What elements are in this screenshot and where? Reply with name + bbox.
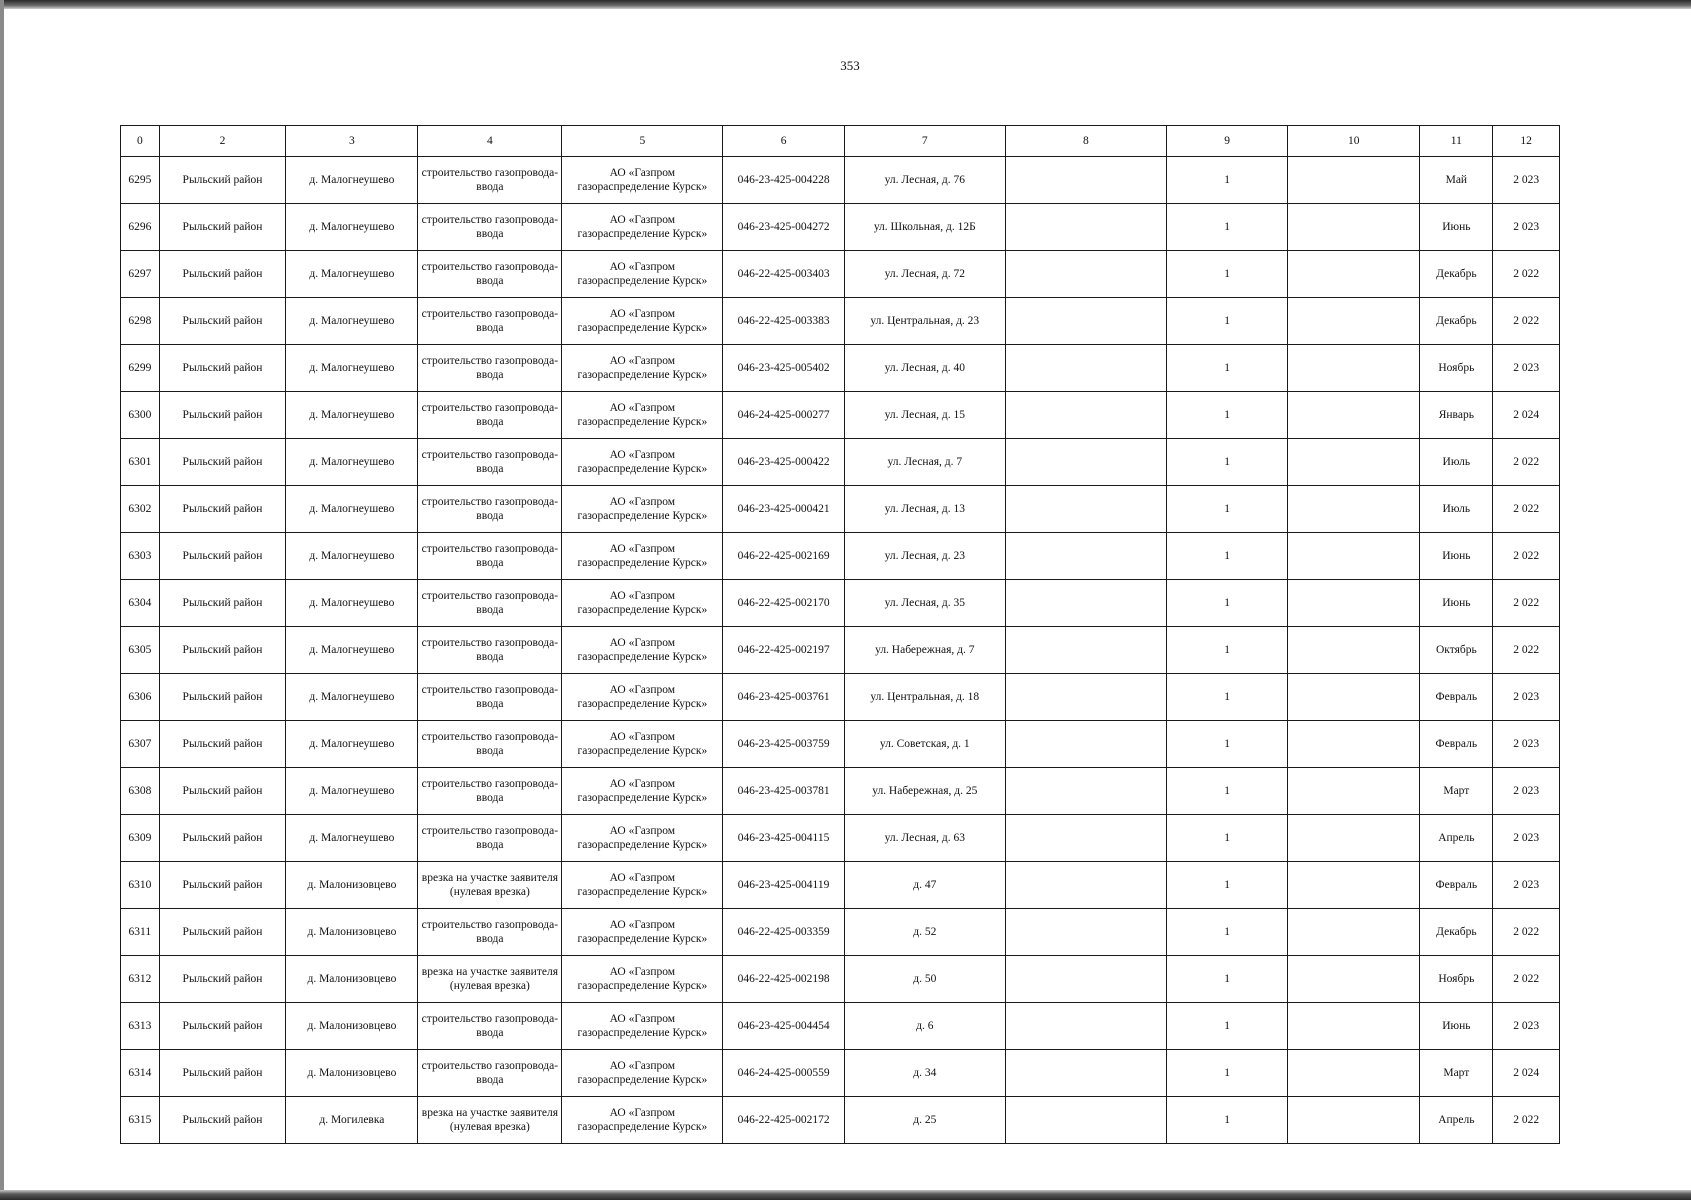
col8-cell xyxy=(1005,815,1166,862)
table-row xyxy=(121,392,1560,439)
table-row xyxy=(121,157,1560,204)
year-cell: 2 023 xyxy=(1493,862,1560,909)
scan-edge-left xyxy=(0,0,4,1200)
code-cell: 046-23-425-004119 xyxy=(723,862,844,909)
organization-cell: АО «Газпром газораспределение Курск» xyxy=(562,909,723,956)
month-cell: Март xyxy=(1420,1050,1493,1097)
locality-cell: д. Малонизовцево xyxy=(286,1050,418,1097)
year-cell: 2 023 xyxy=(1493,674,1560,721)
col8-cell xyxy=(1005,439,1166,486)
col10-cell xyxy=(1288,345,1420,392)
year-cell: 2 022 xyxy=(1493,1097,1560,1144)
row-number: 6305 xyxy=(121,627,160,674)
year-cell: 2 022 xyxy=(1493,439,1560,486)
year-cell: 2 023 xyxy=(1493,345,1560,392)
col10-cell xyxy=(1288,627,1420,674)
code-cell: 046-23-425-000421 xyxy=(723,486,844,533)
col10-cell xyxy=(1288,157,1420,204)
code-cell: 046-23-425-005402 xyxy=(723,345,844,392)
organization-cell: АО «Газпром газораспределение Курск» xyxy=(562,1003,723,1050)
code-cell: 046-22-425-002198 xyxy=(723,956,844,1003)
col8-cell xyxy=(1005,392,1166,439)
code-cell: 046-23-425-000422 xyxy=(723,439,844,486)
col10-cell xyxy=(1288,1050,1420,1097)
month-cell: Декабрь xyxy=(1420,298,1493,345)
year-cell: 2 023 xyxy=(1493,721,1560,768)
year-cell: 2 023 xyxy=(1493,768,1560,815)
page-number: 353 xyxy=(840,58,860,73)
year-cell: 2 023 xyxy=(1493,157,1560,204)
organization-cell: АО «Газпром газораспределение Курск» xyxy=(562,251,723,298)
year-cell: 2 023 xyxy=(1493,204,1560,251)
district-cell: Рыльский район xyxy=(159,1097,286,1144)
code-cell: 046-22-425-002197 xyxy=(723,627,844,674)
row-number: 6314 xyxy=(121,1050,160,1097)
col8-cell xyxy=(1005,157,1166,204)
col8-cell xyxy=(1005,345,1166,392)
col8-cell xyxy=(1005,486,1166,533)
row-number: 6309 xyxy=(121,815,160,862)
col10-cell xyxy=(1288,909,1420,956)
district-cell: Рыльский район xyxy=(159,533,286,580)
col9-cell: 1 xyxy=(1166,204,1287,251)
row-number: 6301 xyxy=(121,439,160,486)
col9-cell: 1 xyxy=(1166,533,1287,580)
table-row xyxy=(121,439,1560,486)
organization-cell: АО «Газпром газораспределение Курск» xyxy=(562,392,723,439)
col9-cell: 1 xyxy=(1166,956,1287,1003)
table-row xyxy=(121,580,1560,627)
month-cell: Февраль xyxy=(1420,721,1493,768)
address-cell: ул. Центральная, д. 18 xyxy=(844,674,1005,721)
code-cell: 046-24-425-000559 xyxy=(723,1050,844,1097)
district-cell: Рыльский район xyxy=(159,392,286,439)
column-header-11: 11 xyxy=(1420,126,1493,157)
district-cell: Рыльский район xyxy=(159,627,286,674)
year-cell: 2 022 xyxy=(1493,580,1560,627)
code-cell: 046-22-425-002172 xyxy=(723,1097,844,1144)
code-cell: 046-22-425-003359 xyxy=(723,909,844,956)
table-row xyxy=(121,1097,1560,1144)
address-cell: ул. Набережная, д. 7 xyxy=(844,627,1005,674)
column-header-0: 0 xyxy=(121,126,160,157)
col9-cell: 1 xyxy=(1166,1003,1287,1050)
year-cell: 2 024 xyxy=(1493,392,1560,439)
month-cell: Апрель xyxy=(1420,1097,1493,1144)
col10-cell xyxy=(1288,439,1420,486)
col8-cell xyxy=(1005,909,1166,956)
row-number: 6297 xyxy=(121,251,160,298)
organization-cell: АО «Газпром газораспределение Курск» xyxy=(562,439,723,486)
row-number: 6307 xyxy=(121,721,160,768)
work-type-cell: строительство газопровода-ввода xyxy=(418,909,562,956)
address-cell: ул. Центральная, д. 23 xyxy=(844,298,1005,345)
column-header-4: 4 xyxy=(418,126,562,157)
col10-cell xyxy=(1288,1003,1420,1050)
col10-cell xyxy=(1288,392,1420,439)
month-cell: Июль xyxy=(1420,439,1493,486)
col8-cell xyxy=(1005,204,1166,251)
address-cell: ул. Лесная, д. 63 xyxy=(844,815,1005,862)
row-number: 6308 xyxy=(121,768,160,815)
col9-cell: 1 xyxy=(1166,1050,1287,1097)
row-number: 6300 xyxy=(121,392,160,439)
code-cell: 046-23-425-004272 xyxy=(723,204,844,251)
table-row xyxy=(121,956,1560,1003)
col10-cell xyxy=(1288,1097,1420,1144)
organization-cell: АО «Газпром газораспределение Курск» xyxy=(562,674,723,721)
address-cell: ул. Лесная, д. 7 xyxy=(844,439,1005,486)
column-header-7: 7 xyxy=(844,126,1005,157)
row-number: 6310 xyxy=(121,862,160,909)
month-cell: Март xyxy=(1420,768,1493,815)
row-number: 6306 xyxy=(121,674,160,721)
district-cell: Рыльский район xyxy=(159,956,286,1003)
col9-cell: 1 xyxy=(1166,251,1287,298)
month-cell: Декабрь xyxy=(1420,909,1493,956)
district-cell: Рыльский район xyxy=(159,768,286,815)
locality-cell: д. Малогнеушево xyxy=(286,204,418,251)
row-number: 6302 xyxy=(121,486,160,533)
month-cell: Октябрь xyxy=(1420,627,1493,674)
table-row xyxy=(121,1050,1560,1097)
district-cell: Рыльский район xyxy=(159,862,286,909)
district-cell: Рыльский район xyxy=(159,1050,286,1097)
col8-cell xyxy=(1005,862,1166,909)
address-cell: д. 6 xyxy=(844,1003,1005,1050)
row-number: 6296 xyxy=(121,204,160,251)
locality-cell: д. Малогнеушево xyxy=(286,815,418,862)
work-type-cell: строительство газопровода-ввода xyxy=(418,533,562,580)
column-header-12: 12 xyxy=(1493,126,1560,157)
code-cell: 046-23-425-003781 xyxy=(723,768,844,815)
col8-cell xyxy=(1005,627,1166,674)
address-cell: ул. Лесная, д. 13 xyxy=(844,486,1005,533)
district-cell: Рыльский район xyxy=(159,439,286,486)
col8-cell xyxy=(1005,768,1166,815)
year-cell: 2 022 xyxy=(1493,909,1560,956)
col8-cell xyxy=(1005,298,1166,345)
col10-cell xyxy=(1288,533,1420,580)
col8-cell xyxy=(1005,721,1166,768)
table-row xyxy=(121,862,1560,909)
col8-cell xyxy=(1005,1050,1166,1097)
year-cell: 2 024 xyxy=(1493,1050,1560,1097)
district-cell: Рыльский район xyxy=(159,157,286,204)
code-cell: 046-22-425-003403 xyxy=(723,251,844,298)
locality-cell: д. Малогнеушево xyxy=(286,298,418,345)
locality-cell: д. Малогнеушево xyxy=(286,721,418,768)
year-cell: 2 023 xyxy=(1493,1003,1560,1050)
work-type-cell: строительство газопровода-ввода xyxy=(418,392,562,439)
district-cell: Рыльский район xyxy=(159,345,286,392)
col8-cell xyxy=(1005,674,1166,721)
code-cell: 046-23-425-004115 xyxy=(723,815,844,862)
work-type-cell: строительство газопровода-ввода xyxy=(418,627,562,674)
col9-cell: 1 xyxy=(1166,674,1287,721)
locality-cell: д. Малонизовцево xyxy=(286,909,418,956)
table-row xyxy=(121,345,1560,392)
work-type-cell: строительство газопровода-ввода xyxy=(418,768,562,815)
table-row xyxy=(121,298,1560,345)
locality-cell: д. Малогнеушево xyxy=(286,580,418,627)
address-cell: ул. Лесная, д. 15 xyxy=(844,392,1005,439)
year-cell: 2 022 xyxy=(1493,533,1560,580)
code-cell: 046-23-425-003761 xyxy=(723,674,844,721)
col9-cell: 1 xyxy=(1166,392,1287,439)
month-cell: Июль xyxy=(1420,486,1493,533)
address-cell: ул. Лесная, д. 23 xyxy=(844,533,1005,580)
table-row xyxy=(121,486,1560,533)
table-row xyxy=(121,533,1560,580)
organization-cell: АО «Газпром газораспределение Курск» xyxy=(562,345,723,392)
month-cell: Июнь xyxy=(1420,1003,1493,1050)
locality-cell: д. Малогнеушево xyxy=(286,533,418,580)
year-cell: 2 022 xyxy=(1493,298,1560,345)
locality-cell: д. Малонизовцево xyxy=(286,862,418,909)
district-cell: Рыльский район xyxy=(159,721,286,768)
locality-cell: д. Малогнеушево xyxy=(286,768,418,815)
row-number: 6312 xyxy=(121,956,160,1003)
district-cell: Рыльский район xyxy=(159,298,286,345)
organization-cell: АО «Газпром газораспределение Курск» xyxy=(562,815,723,862)
col9-cell: 1 xyxy=(1166,815,1287,862)
row-number: 6315 xyxy=(121,1097,160,1144)
address-cell: д. 50 xyxy=(844,956,1005,1003)
organization-cell: АО «Газпром газораспределение Курск» xyxy=(562,862,723,909)
col8-cell xyxy=(1005,1097,1166,1144)
year-cell: 2 023 xyxy=(1493,815,1560,862)
year-cell: 2 022 xyxy=(1493,627,1560,674)
address-cell: д. 47 xyxy=(844,862,1005,909)
col10-cell xyxy=(1288,298,1420,345)
col10-cell xyxy=(1288,251,1420,298)
district-cell: Рыльский район xyxy=(159,815,286,862)
col8-cell xyxy=(1005,1003,1166,1050)
month-cell: Ноябрь xyxy=(1420,956,1493,1003)
column-header-5: 5 xyxy=(562,126,723,157)
locality-cell: д. Малогнеушево xyxy=(286,486,418,533)
column-header-8: 8 xyxy=(1005,126,1166,157)
district-cell: Рыльский район xyxy=(159,580,286,627)
work-type-cell: строительство газопровода-ввода xyxy=(418,204,562,251)
col9-cell: 1 xyxy=(1166,1097,1287,1144)
month-cell: Май xyxy=(1420,157,1493,204)
table-row xyxy=(121,204,1560,251)
column-header-6: 6 xyxy=(723,126,844,157)
work-type-cell: строительство газопровода-ввода xyxy=(418,439,562,486)
column-header-9: 9 xyxy=(1166,126,1287,157)
col10-cell xyxy=(1288,956,1420,1003)
col9-cell: 1 xyxy=(1166,298,1287,345)
address-cell: ул. Лесная, д. 35 xyxy=(844,580,1005,627)
col9-cell: 1 xyxy=(1166,486,1287,533)
row-number: 6298 xyxy=(121,298,160,345)
work-type-cell: строительство газопровода-ввода xyxy=(418,580,562,627)
month-cell: Апрель xyxy=(1420,815,1493,862)
organization-cell: АО «Газпром газораспределение Курск» xyxy=(562,768,723,815)
address-cell: ул. Лесная, д. 76 xyxy=(844,157,1005,204)
col10-cell xyxy=(1288,721,1420,768)
locality-cell: д. Могилевка xyxy=(286,1097,418,1144)
header-row xyxy=(121,126,1560,157)
table-row xyxy=(121,251,1560,298)
table-header xyxy=(121,126,1560,157)
organization-cell: АО «Газпром газораспределение Курск» xyxy=(562,1097,723,1144)
address-cell: ул. Школьная, д. 12Б xyxy=(844,204,1005,251)
organization-cell: АО «Газпром газораспределение Курск» xyxy=(562,298,723,345)
code-cell: 046-23-425-004454 xyxy=(723,1003,844,1050)
work-type-cell: врезка на участке заявителя (нулевая врезка) xyxy=(418,956,562,1003)
col8-cell xyxy=(1005,956,1166,1003)
table-row xyxy=(121,627,1560,674)
work-type-cell: строительство газопровода-ввода xyxy=(418,1050,562,1097)
row-number: 6303 xyxy=(121,533,160,580)
locality-cell: д. Малонизовцево xyxy=(286,956,418,1003)
organization-cell: АО «Газпром газораспределение Курск» xyxy=(562,580,723,627)
col10-cell xyxy=(1288,204,1420,251)
work-type-cell: строительство газопровода-ввода xyxy=(418,674,562,721)
col10-cell xyxy=(1288,862,1420,909)
month-cell: Июнь xyxy=(1420,204,1493,251)
column-header-3: 3 xyxy=(286,126,418,157)
address-cell: д. 34 xyxy=(844,1050,1005,1097)
address-cell: д. 52 xyxy=(844,909,1005,956)
locality-cell: д. Малогнеушево xyxy=(286,392,418,439)
organization-cell: АО «Газпром газораспределение Курск» xyxy=(562,721,723,768)
table-row xyxy=(121,674,1560,721)
scan-edge-top xyxy=(0,0,1691,9)
year-cell: 2 022 xyxy=(1493,956,1560,1003)
code-cell: 046-22-425-002170 xyxy=(723,580,844,627)
month-cell: Июнь xyxy=(1420,580,1493,627)
table-row xyxy=(121,815,1560,862)
row-number: 6311 xyxy=(121,909,160,956)
work-type-cell: строительство газопровода-ввода xyxy=(418,298,562,345)
table-row xyxy=(121,909,1560,956)
row-number: 6299 xyxy=(121,345,160,392)
col9-cell: 1 xyxy=(1166,345,1287,392)
locality-cell: д. Малонизовцево xyxy=(286,1003,418,1050)
col9-cell: 1 xyxy=(1166,768,1287,815)
code-cell: 046-22-425-003383 xyxy=(723,298,844,345)
work-type-cell: строительство газопровода-ввода xyxy=(418,815,562,862)
organization-cell: АО «Газпром газораспределение Курск» xyxy=(562,627,723,674)
year-cell: 2 022 xyxy=(1493,486,1560,533)
month-cell: Ноябрь xyxy=(1420,345,1493,392)
scan-edge-bottom xyxy=(0,1190,1691,1200)
address-cell: д. 25 xyxy=(844,1097,1005,1144)
district-cell: Рыльский район xyxy=(159,486,286,533)
work-type-cell: врезка на участке заявителя (нулевая врезка) xyxy=(418,1097,562,1144)
col9-cell: 1 xyxy=(1166,157,1287,204)
col10-cell xyxy=(1288,580,1420,627)
column-header-10: 10 xyxy=(1288,126,1420,157)
organization-cell: АО «Газпром газораспределение Курск» xyxy=(562,157,723,204)
col9-cell: 1 xyxy=(1166,862,1287,909)
register-table xyxy=(120,125,1560,1144)
organization-cell: АО «Газпром газораспределение Курск» xyxy=(562,956,723,1003)
organization-cell: АО «Газпром газораспределение Курск» xyxy=(562,533,723,580)
code-cell: 046-23-425-004228 xyxy=(723,157,844,204)
code-cell: 046-22-425-002169 xyxy=(723,533,844,580)
row-number: 6304 xyxy=(121,580,160,627)
month-cell: Июнь xyxy=(1420,533,1493,580)
district-cell: Рыльский район xyxy=(159,909,286,956)
row-number: 6313 xyxy=(121,1003,160,1050)
organization-cell: АО «Газпром газораспределение Курск» xyxy=(562,204,723,251)
work-type-cell: строительство газопровода-ввода xyxy=(418,721,562,768)
col10-cell xyxy=(1288,768,1420,815)
organization-cell: АО «Газпром газораспределение Курск» xyxy=(562,1050,723,1097)
month-cell: Январь xyxy=(1420,392,1493,439)
district-cell: Рыльский район xyxy=(159,674,286,721)
address-cell: ул. Лесная, д. 72 xyxy=(844,251,1005,298)
locality-cell: д. Малогнеушево xyxy=(286,157,418,204)
address-cell: ул. Советская, д. 1 xyxy=(844,721,1005,768)
locality-cell: д. Малогнеушево xyxy=(286,345,418,392)
address-cell: ул. Набережная, д. 25 xyxy=(844,768,1005,815)
col9-cell: 1 xyxy=(1166,721,1287,768)
column-header-2: 2 xyxy=(159,126,286,157)
table-row xyxy=(121,721,1560,768)
month-cell: Февраль xyxy=(1420,674,1493,721)
col10-cell xyxy=(1288,815,1420,862)
col9-cell: 1 xyxy=(1166,627,1287,674)
locality-cell: д. Малогнеушево xyxy=(286,674,418,721)
col8-cell xyxy=(1005,580,1166,627)
table-row xyxy=(121,768,1560,815)
code-cell: 046-23-425-003759 xyxy=(723,721,844,768)
work-type-cell: врезка на участке заявителя (нулевая врезка) xyxy=(418,862,562,909)
work-type-cell: строительство газопровода-ввода xyxy=(418,486,562,533)
work-type-cell: строительство газопровода-ввода xyxy=(418,345,562,392)
col9-cell: 1 xyxy=(1166,909,1287,956)
district-cell: Рыльский район xyxy=(159,251,286,298)
year-cell: 2 022 xyxy=(1493,251,1560,298)
month-cell: Декабрь xyxy=(1420,251,1493,298)
locality-cell: д. Малогнеушево xyxy=(286,627,418,674)
col10-cell xyxy=(1288,486,1420,533)
district-cell: Рыльский район xyxy=(159,1003,286,1050)
work-type-cell: строительство газопровода-ввода xyxy=(418,1003,562,1050)
locality-cell: д. Малогнеушево xyxy=(286,251,418,298)
address-cell: ул. Лесная, д. 40 xyxy=(844,345,1005,392)
work-type-cell: строительство газопровода-ввода xyxy=(418,251,562,298)
locality-cell: д. Малогнеушево xyxy=(286,439,418,486)
col9-cell: 1 xyxy=(1166,439,1287,486)
col8-cell xyxy=(1005,251,1166,298)
col8-cell xyxy=(1005,533,1166,580)
col9-cell: 1 xyxy=(1166,580,1287,627)
col10-cell xyxy=(1288,674,1420,721)
code-cell: 046-24-425-000277 xyxy=(723,392,844,439)
table-row xyxy=(121,1003,1560,1050)
month-cell: Февраль xyxy=(1420,862,1493,909)
work-type-cell: строительство газопровода-ввода xyxy=(418,157,562,204)
organization-cell: АО «Газпром газораспределение Курск» xyxy=(562,486,723,533)
district-cell: Рыльский район xyxy=(159,204,286,251)
table-body xyxy=(121,157,1560,1144)
row-number: 6295 xyxy=(121,157,160,204)
